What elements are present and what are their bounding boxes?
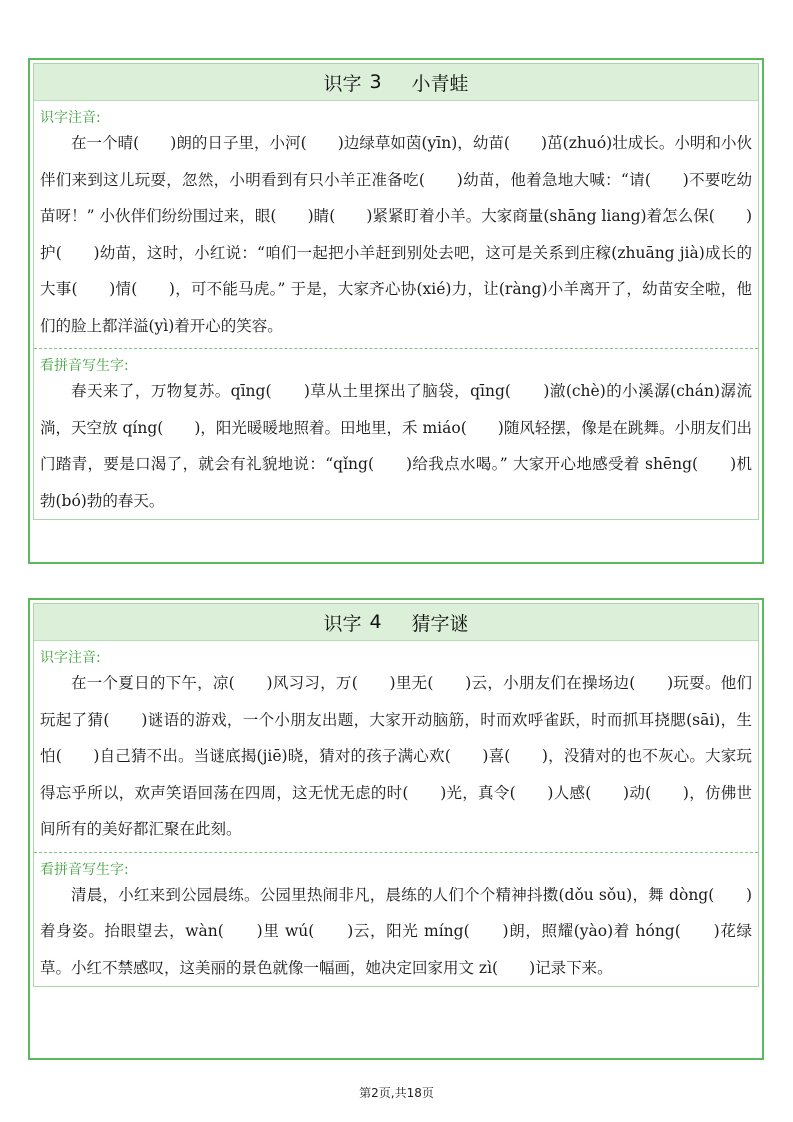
paragraph-annotate: 在一个晴( )朗的日子里，小河( )边绿草如茵(yīn)，幼苗( )茁(zhuó)壮成长。小明和小伙伴们来到这儿玩耍，忽然，小明看到有只小羊正准备吃( )幼苗，他着急地大喊：“请( )不要吃幼苗呀！” 小伙伴们纷纷围过来，眼( )睛( )紧紧盯着小羊。大家商量(shāng liang)着怎么保( )护( )幼苗，这时，小红说：“咱们一起把小羊赶到别处去吧，这可是关系到庄稼(zhuāng jià)成长的大事( )情( )，可不能马虎。” 于是，大家齐心协(xié)力，让(ràng)小羊离开了，幼苗安全啦，他们的脸上都洋溢(yì)着开心的笑容。	[40, 134, 752, 335]
section-card-inner	[33, 603, 759, 987]
section-card-4	[28, 598, 764, 1060]
section-title	[34, 604, 758, 641]
label-pinyin-write: 看拼音写生字:	[40, 358, 129, 374]
section-card-3	[28, 58, 764, 564]
title-prefix: 识字	[323, 72, 362, 95]
title-number: 4	[369, 611, 382, 633]
title-name: 小青蛙	[411, 72, 469, 95]
label-pinyin-write: 看拼音写生字:	[40, 861, 129, 878]
paragraph-pinyin-write: 清晨，小红来到公园晨练。公园里热闹非凡，晨练的人们个个精神抖擞(dǒu sǒu)，舞 dòng( )着身姿。抬眼望去，wàn( )里 wú( )云，阳光 míng( )朗，照耀(yào)着 hóng( )花绿草。小红不禁感叹，这美丽的景色就像一幅画，她决定回家用文 zì( )记录下来。	[40, 885, 752, 977]
title-prefix: 识字	[323, 612, 362, 635]
title-name: 猜字谜	[411, 612, 469, 635]
paragraph-annotate: 在一个夏日的下午，凉( )风习习，万( )里无( )云，小朋友们在操场边( )玩耍。他们玩起了猜( )谜语的游戏，一个小朋友出题，大家开动脑筋，时而欢呼雀跃，时而抓耳挠腮(sāi)，生怕( )自己猜不出。当谜底揭(jiē)晓，猜对的孩子满心欢( )喜( )，没猜对的也不灰心。大家玩得忘乎所以，欢声笑语回荡在四周，这无忧无虑的时( )光，真令( )人感( )动( )，仿佛世间所有的美好都汇聚在此刻。	[40, 674, 752, 838]
section-title	[34, 64, 758, 101]
label-annotate: 识字注音:	[40, 650, 101, 666]
section-card-inner	[33, 63, 759, 520]
page-footer: 第2页,共18页	[359, 1086, 434, 1100]
paragraph-pinyin-write: 春天来了，万物复苏。qīng( )草从土里探出了脑袋，qīng( )澈(chè)的小溪潺(chán)潺流淌，天空放 qíng( )，阳光暖暖地照着。田地里，禾 miáo( )随风轻摆，像是在跳舞。小朋友们出门踏青，要是口渴了，就会有礼貌地说：“qǐng( )给我点水喝。” 大家开心地感受着 shēng( )机勃(bó)勃的春天。	[40, 382, 752, 510]
label-annotate: 识字注音:	[40, 110, 101, 126]
title-number: 3	[369, 71, 382, 93]
